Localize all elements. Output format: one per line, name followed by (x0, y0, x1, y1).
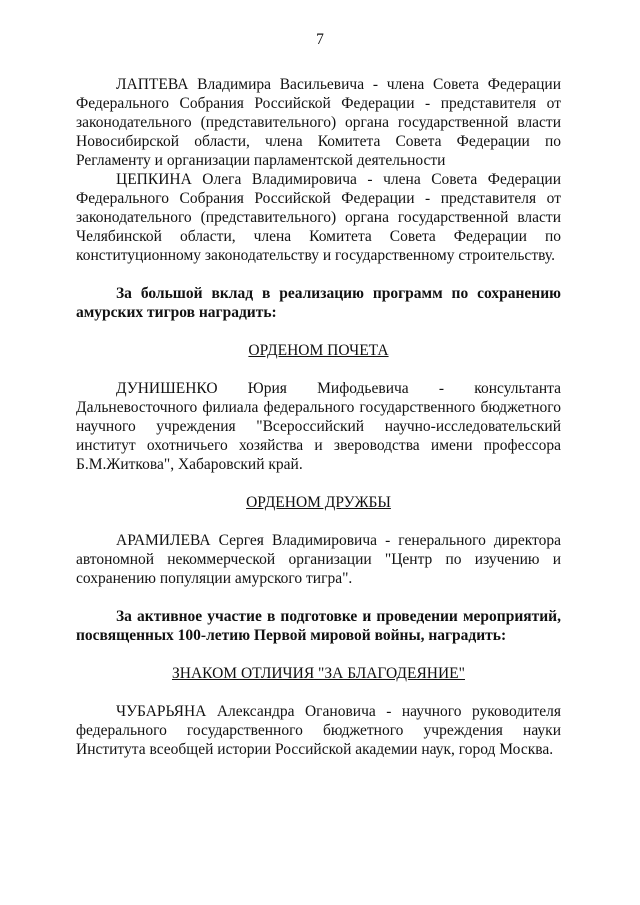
award-heading-badge-charity: ЗНАКОМ ОТЛИЧИЯ "ЗА БЛАГОДЕЯНИЕ" (172, 665, 465, 682)
award-heading-order-friendship: ОРДЕНОМ ДРУЖБЫ (246, 494, 391, 511)
award-recipient-aramileva: АРАМИЛЕВА Сергея Владимировича - генерального директора автономной некоммерческой организации "Центр по изучению и сохранению популяции амурского тигра". (76, 532, 561, 587)
award-recipient-dunishenko: ДУНИШЕНКО Юрия Мифодьевича - консультанта Дальневосточного филиала федерального государственного бюджетного научного учреждения "Всероссийский научно-исследовательский институт охотничьего хозяйства и звероводства имени профессора Б.М.Житкова", Хабаровский край. (76, 380, 561, 473)
award-intro-ww1: За активное участие в подготовке и проведении мероприятий, посвященных 100-летию Первой мировой войны, наградить: (76, 608, 561, 644)
award-recipient-chubaryana: ЧУБАРЬЯНА Александра Огановича - научного руководителя федерального государственного бюджетного учреждения науки Института всеобщей истории Российской академии наук, город Москва. (76, 703, 561, 758)
page-number: 7 (316, 31, 324, 48)
award-recipient-tsepkina: ЦЕПКИНА Олега Владимировича - члена Совета Федерации Федерального Собрания Российской Федерации - представителя от законодательного (представительного) органа государственной власти Челябинской области, члена Комитета Совета Федерации по конституционному законодательству и государственному строительству. (76, 171, 561, 264)
document-body (76, 75, 561, 759)
award-heading-order-honor: ОРДЕНОМ ПОЧЕТА (248, 342, 389, 359)
award-intro-tigers: За большой вклад в реализацию программ по сохранению амурских тигров наградить: (76, 285, 561, 321)
award-recipient-lapteva: ЛАПТЕВА Владимира Васильевича - члена Совета Федерации Федерального Собрания Российской Федерации - представителя от законодательного (представительного) органа государственной власти Новосибирской области, члена Комитета Совета Федерации по Регламенту и организации парламентской деятельности (76, 76, 561, 169)
